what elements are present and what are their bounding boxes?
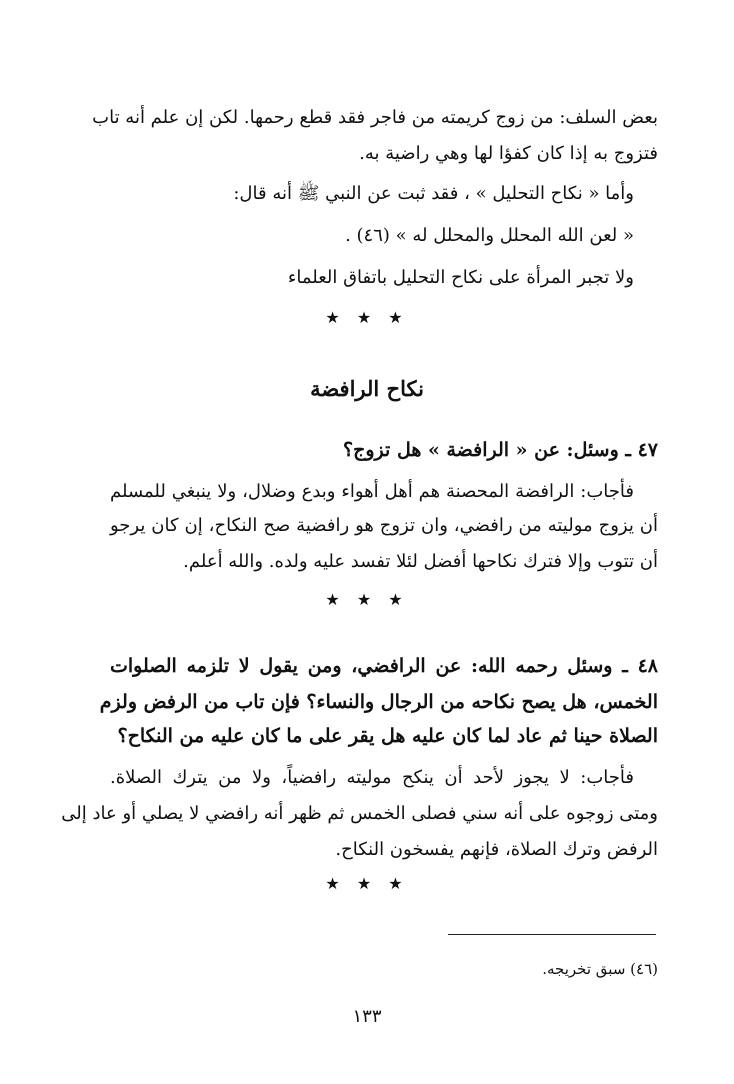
text-line: بعض السلف: من زوج كريمته من فاجر فقد قطع رحمها. لكن إن علم أنه تاب xyxy=(92,107,658,128)
text-line: وأما « نكاح التحليل » ، فقد ثبت عن النبي ﷺ أنه قال: xyxy=(233,183,634,204)
answer-line: أن يزوج موليته من رافضي، وان تزوج هو رافضية صح النكاح، إن كان يرجو xyxy=(110,515,658,536)
page-number: ١٣٣ xyxy=(352,1006,382,1027)
answer-line: فأجاب: الرافضة المحصنة هم أهل أهواء وبدع وضلال، ولا ينبغي للمسلم xyxy=(110,481,634,502)
footnote-divider xyxy=(448,934,656,935)
section-divider-stars: ★ ★ ★ xyxy=(325,308,409,327)
answer-line: ومتى زوجوه على أنه سني فصلى الخمس ثم ظهر أنه رافضي لا يصلي أو عاد إلى xyxy=(61,803,658,824)
answer-line: أن تتوب وإلا فترك نكاحها أفضل لئلا تفسد عليه ولده. والله أعلم. xyxy=(183,551,658,572)
question-48-line: ٤٨ ـ وسئل رحمه الله: عن الرافضي، ومن يقول لا تلزمه الصلوات xyxy=(110,655,658,677)
section-divider-stars: ★ ★ ★ xyxy=(325,874,409,893)
question-48-line: الصلاة حينا ثم عاد لما كان عليه هل يقر على ما كان عليه من النكاح؟ xyxy=(117,725,658,747)
answer-line: الرفض وترك الصلاة، فإنهم يفسخون النكاح. xyxy=(335,839,658,860)
answer-line: فأجاب: لا يجوز لأحد أن ينكح موليته رافضياً، ولا من يترك الصلاة. xyxy=(110,767,634,788)
question-48-line: الخمس، هل يصح نكاحه من الرجال والنساء؟ فإن تاب من الرفض ولزم xyxy=(99,691,658,713)
section-divider-stars: ★ ★ ★ xyxy=(325,590,409,609)
section-heading: نكاح الرافضة xyxy=(310,376,424,401)
text-line: ولا تجبر المرأة على نكاح التحليل باتفاق العلماء xyxy=(287,267,634,288)
text-line: فتزوج به إذا كان كفؤا لها وهي راضية به. xyxy=(359,143,658,164)
question-47: ٤٧ ـ وسئل: عن « الرافضة » هل تزوج؟ xyxy=(343,439,658,461)
footnote: (٤٦) سبق تخريجه. xyxy=(542,960,658,978)
text-line: « لعن الله المحلل والمحلل له » (٤٦) . xyxy=(345,225,634,246)
